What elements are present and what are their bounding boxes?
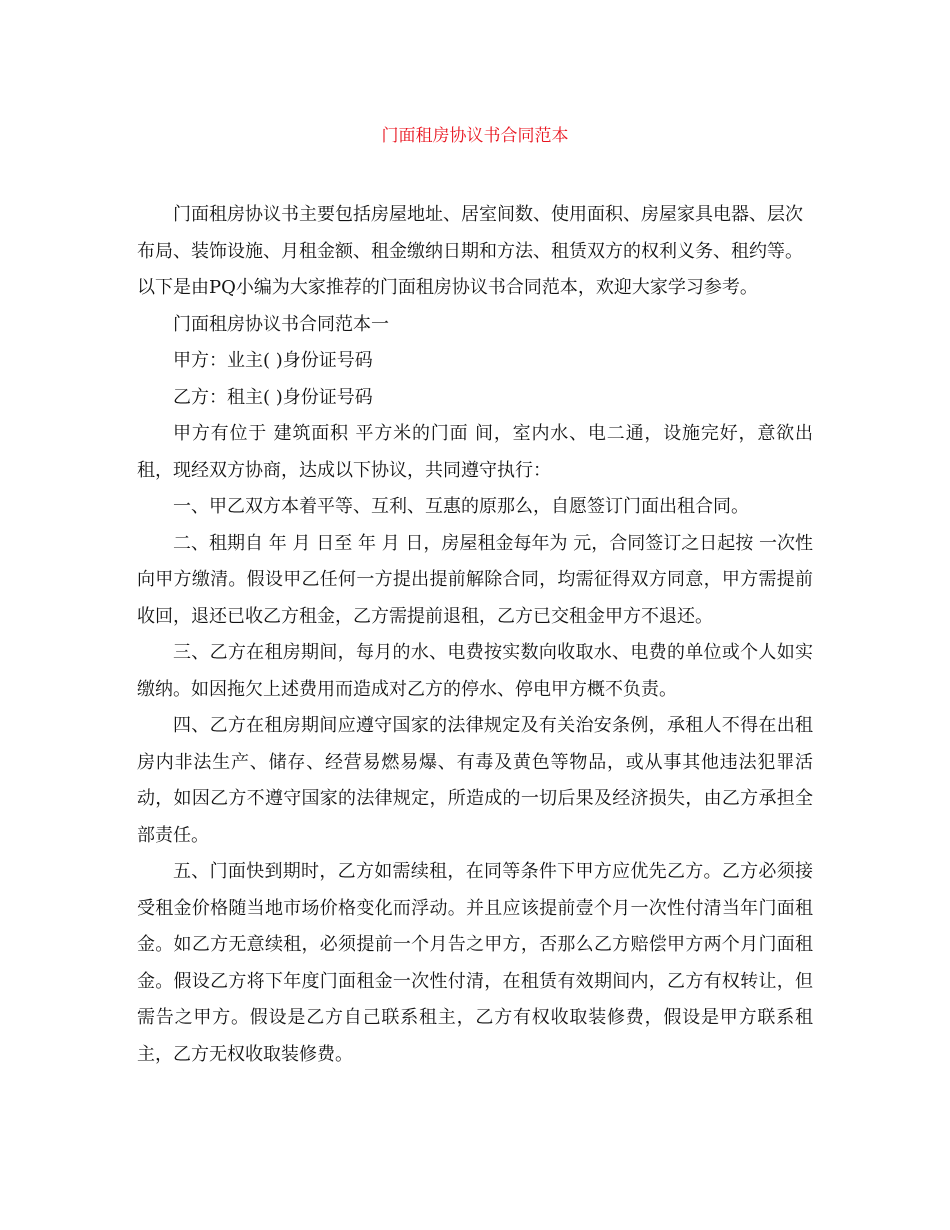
party-b-line: 乙方：租主( )身份证号码 xyxy=(173,386,373,408)
document-body xyxy=(137,197,813,1073)
clause-3: 三、乙方在租房期间，每月的水、电费按实数向收取水、电费的单位或个人如实缴纳。如因拖欠上述费用而造成对乙方的停水、停电甲方概不负责。 xyxy=(137,642,813,700)
section-heading: 门面租房协议书合同范本一 xyxy=(173,313,389,335)
intro-paragraph: 门面租房协议书主要包括房屋地址、居室间数、使用面积、房屋家具电器、层次布局、装饰设施、月租金额、租金缴纳日期和方法、租赁双方的权利义务、租约等。以下是由PQ小编为大家推荐的门面租房协议书合同范本，欢迎大家学习参考。 xyxy=(137,204,803,298)
document-title: 门面租房协议书合同范本 xyxy=(381,126,569,146)
clause-5: 五、门面快到期时，乙方如需续租，在同等条件下甲方应优先乙方。乙方必须接受租金价格随当地市场价格变化而浮动。并且应该提前壹个月一次性付清当年门面租金。如乙方无意续租，必须提前一个月告之甲方，否那么乙方赔偿甲方两个月门面租金。假设乙方将下年度门面租金一次性付清，在租赁有效期间内，乙方有权转让，但需告之甲方。假设是乙方自己联系租主，乙方有权收取装修费，假设是甲方联系租主，乙方无权收取装修费。 xyxy=(137,861,813,1065)
premises-paragraph: 甲方有位于 建筑面积 平方米的门面 间，室内水、电二通，设施完好，意欲出租，现经双方协商，达成以下协议，共同遵守执行： xyxy=(137,423,813,481)
clause-4: 四、乙方在租房期间应遵守国家的法律规定及有关治安条例，承租人不得在出租房内非法生产、储存、经营易燃易爆、有毒及黄色等物品，或从事其他违法犯罪活动，如因乙方不遵守国家的法律规定，所造成的一切后果及经济损失，由乙方承担全部责任。 xyxy=(137,715,813,846)
clause-2: 二、租期自 年 月 日至 年 月 日，房屋租金每年为 元，合同签订之日起按 一次性向甲方缴清。假设甲乙任何一方提出提前解除合同，均需征得双方同意，甲方需提前收回，退还已收乙方租金，乙方需提前退租，乙方已交租金甲方不退还。 xyxy=(137,532,813,627)
party-a-line: 甲方：业主( )身份证号码 xyxy=(173,350,373,371)
clause-1: 一、甲乙双方本着平等、互利、互惠的原那么，自愿签订门面出租合同。 xyxy=(173,496,749,517)
